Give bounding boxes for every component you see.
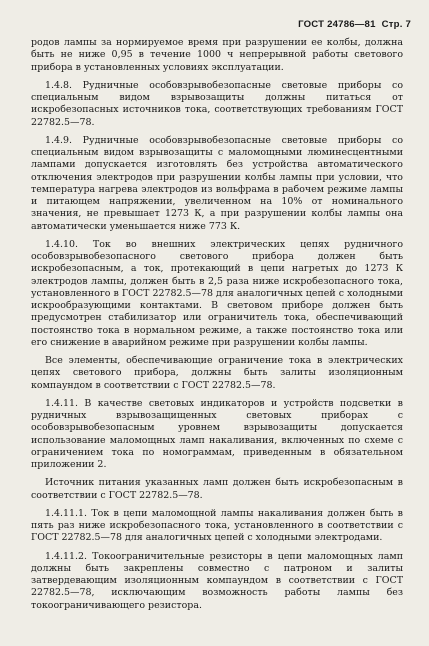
paragraph-1-4-9: 1.4.9. Рудничные особовзрывобезопасные световые приборы со специальным видом взрывозащиты с маломощными люминесцентными лампами допускается изготовлять без устройства автоматического отключения электродов при разрушении колбы лампы при условии, что температура нагрева электродов из вольфрама в рабочем режиме лампы и питающем напряжении, увеличенном на 10% от номинального значения, не превышает 1273 К, а при разрушении колбы лампы она автоматически уменьшается ниже 773 К. bbox=[31, 134, 403, 232]
page-number: Стр. 7 bbox=[381, 19, 411, 30]
paragraph-current-limiting: Все элементы, обеспечивающие ограничение тока в электрических цепях светового прибора, должны быть залиты изоляционным компаундом в соответствии с ГОСТ 22782.5—78. bbox=[31, 355, 403, 391]
paragraph-1-4-11-2: 1.4.11.2. Токоограничительные резисторы в цепи маломощных ламп должны быть закреплены совместно с патроном и залиты затвердевающим изоляционным компаундом в соответствии с ГОСТ 22782.5—78, исключающим возможность работы лампы без токоограничивающего резистора. bbox=[31, 550, 403, 611]
paragraph-power-source: Источник питания указанных ламп должен быть искробезопасным в соответствии с ГОСТ 22782.5—78. bbox=[31, 477, 403, 501]
paragraph-1-4-10: 1.4.10. Ток во внешних электрических цепях рудничного особовзрывобезопасного светового прибора должен быть искробезопасным, а ток, протекающий в цепи нагретых до 1273 К электродов лампы, должен быть в 2,5 раза ниже искробезопасного тока, установленного в ГОСТ 22782.5—78 для аналогичных цепей с холодными искрообразующими контактами. В световом приборе должен быть предусмотрен стабилизатор или ограничитель тока, обеспечивающий постоянство тока в нормальном режиме, а также постоянство тока или его снижение в аварийном режиме при разрушении колбы лампы. bbox=[31, 238, 403, 348]
paragraph-1-4-8: 1.4.8. Рудничные особовзрывобезопасные световые приборы со специальным видом взрывозащиты должны питаться от искробезопасных источников тока, соответствующих требованиям ГОСТ 22782.5—78. bbox=[31, 79, 403, 128]
standard-number: ГОСТ 24786—81 bbox=[298, 19, 376, 30]
paragraph-1-4-11-1: 1.4.11.1. Ток в цепи маломощной лампы накаливания должен быть в пять раз ниже искробезопасного тока, установленного в соответствии с ГОСТ 22782.5—78 для аналогичных цепей с холодными электродами. bbox=[31, 507, 403, 544]
paragraph-continuation: родов лампы за нормируемое время при разрушении ее колбы, должна быть не ниже 0,95 в течение 1000 ч непрерывной работы светового прибора в установленных условиях эксплуатации. bbox=[31, 37, 403, 73]
page-header bbox=[298, 19, 411, 30]
paragraph-1-4-11: 1.4.11. В качестве световых индикаторов и устройств подсветки в рудничных взрывозащищенных световых приборах с особовзрывобезопасным уровнем взрывозащиты допускается использование маломощных ламп накаливания, включенных по схеме с ограничением тока по номограммам, приведенным в обязательном приложении 2. bbox=[31, 397, 403, 470]
document-body bbox=[31, 37, 403, 612]
